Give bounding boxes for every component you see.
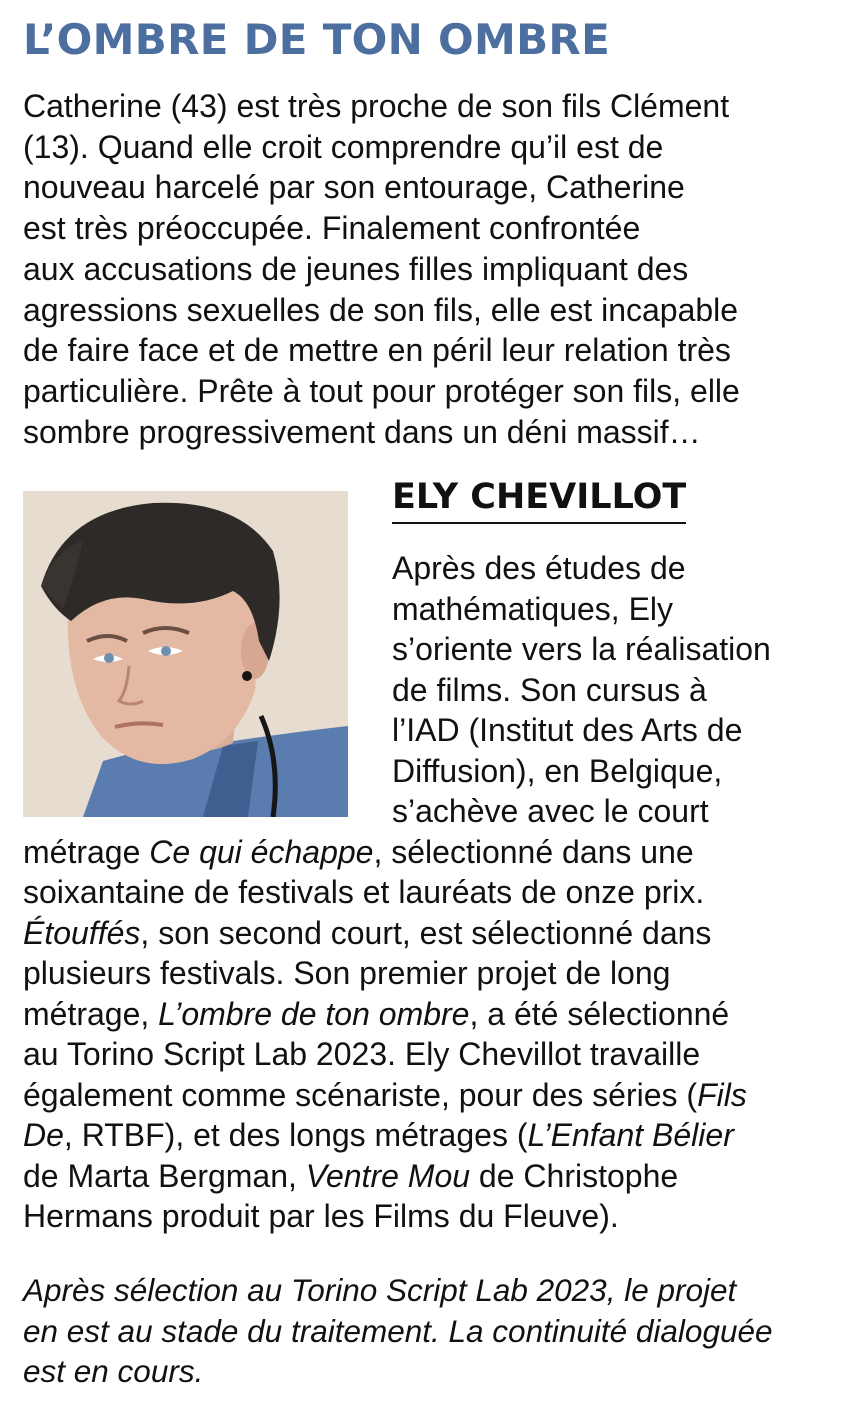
synopsis-line: sombre progressivement dans un déni massif… bbox=[23, 413, 701, 450]
bio-line: au Torino Script Lab 2023. Ely Chevillot travaille bbox=[23, 1036, 701, 1072]
film-title: Ce qui échappe bbox=[149, 833, 374, 870]
director-name: ELY CHEVILLOT bbox=[392, 474, 686, 524]
bio-line: mathématiques, Ely bbox=[392, 590, 674, 627]
bio-line bbox=[23, 913, 838, 954]
synopsis-line: Catherine (43) est très proche de son fils Clément bbox=[23, 88, 730, 124]
bio-line bbox=[23, 1156, 838, 1197]
bio-line bbox=[23, 832, 838, 873]
series-title: Fils bbox=[697, 1076, 747, 1113]
status-line: est en cours. bbox=[23, 1353, 204, 1389]
bio-line: plusieurs festivals. Son premier projet de long bbox=[23, 955, 671, 991]
bio-line: s’oriente vers la réalisation bbox=[392, 631, 771, 667]
bio-line: s’achève avec le court bbox=[392, 793, 709, 829]
project-title: L’OMBRE DE TON OMBRE bbox=[23, 15, 611, 64]
bio-text: , sélectionné dans une bbox=[373, 833, 694, 870]
synopsis-line: particulière. Prête à tout pour protéger son fils, elle bbox=[23, 372, 740, 409]
bio-line: de films. Son cursus à bbox=[392, 671, 707, 708]
bio-line: l’IAD (Institut des Arts de bbox=[392, 712, 743, 748]
project-status-note bbox=[23, 1270, 838, 1392]
bio-line: Hermans produit par les Films du Fleuve). bbox=[23, 1198, 619, 1234]
synopsis-line: nouveau harcelé par son entourage, Catherine bbox=[23, 169, 685, 206]
bio-text: de Marta Bergman, bbox=[23, 1157, 306, 1194]
film-title: Étouffés bbox=[23, 914, 141, 951]
director-biography bbox=[23, 548, 838, 1237]
bio-line: soixantaine de festivals et lauréats de onze prix. bbox=[23, 874, 705, 910]
film-title: L’ombre de ton ombre bbox=[158, 995, 470, 1032]
bio-text: également comme scénariste, pour des séries ( bbox=[23, 1076, 698, 1113]
bio-line: Après des études de bbox=[392, 550, 686, 586]
status-line: Après sélection au Torino Script Lab 2023, le projet bbox=[23, 1272, 737, 1308]
bio-line bbox=[23, 994, 838, 1035]
status-line: en est au stade du traitement. La continuité dialoguée bbox=[23, 1312, 773, 1349]
bio-line: Diffusion), en Belgique, bbox=[392, 752, 723, 789]
synopsis-line: aux accusations de jeunes filles impliquant des bbox=[23, 250, 689, 287]
film-title: L’Enfant Bélier bbox=[527, 1117, 734, 1153]
synopsis-line: de faire face et de mettre en péril leur relation très bbox=[23, 332, 731, 369]
bio-text: métrage bbox=[23, 833, 150, 870]
bio-text: , RTBF), et des longs métrages ( bbox=[63, 1117, 528, 1153]
bio-text: de Christophe bbox=[470, 1157, 679, 1194]
bio-text: , a été sélectionné bbox=[469, 995, 730, 1032]
bio-text: métrage, bbox=[23, 995, 159, 1032]
bio-line bbox=[23, 1115, 838, 1156]
synopsis-line: agressions sexuelles de son fils, elle est incapable bbox=[23, 291, 739, 328]
bio-text: , son second court, est sélectionné dans bbox=[140, 914, 712, 951]
synopsis-line: est très préoccupée. Finalement confrontée bbox=[23, 210, 641, 247]
synopsis-line: (13). Quand elle croit comprendre qu’il est de bbox=[23, 128, 664, 165]
bio-line bbox=[23, 1075, 838, 1116]
synopsis bbox=[23, 86, 833, 452]
series-title: De bbox=[23, 1117, 64, 1153]
film-title: Ventre Mou bbox=[305, 1157, 471, 1194]
